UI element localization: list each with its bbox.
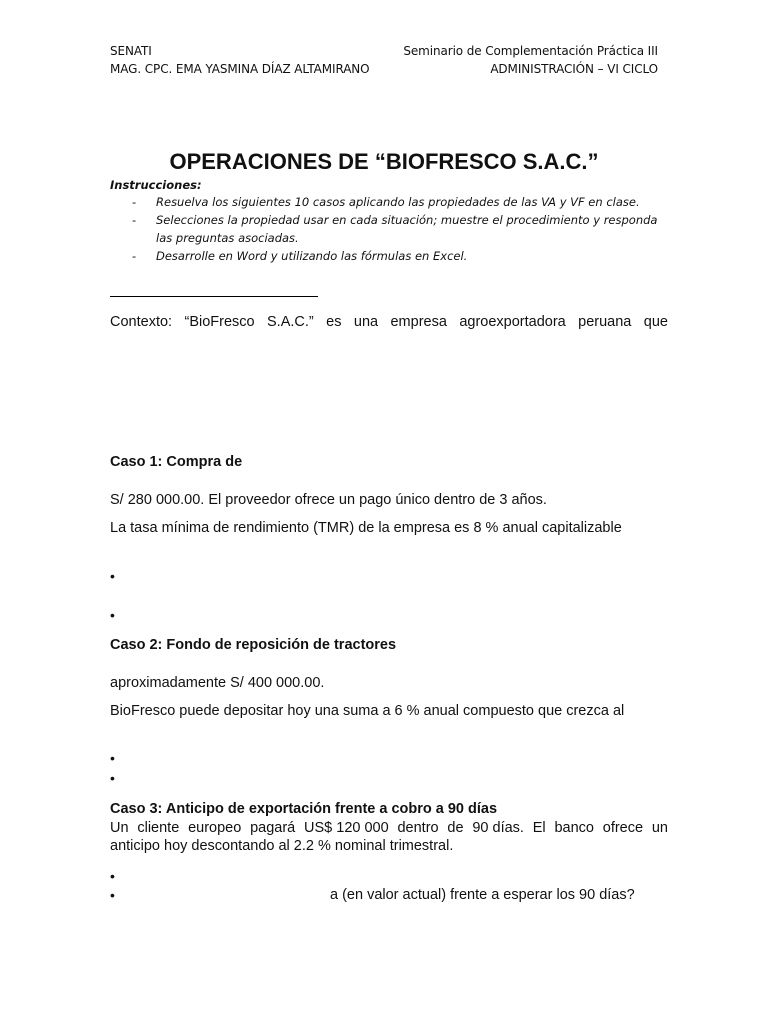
dash-marker: - [132,249,137,263]
caso3-word: El [532,820,546,836]
bullet-marker: • [110,750,115,766]
header-right [403,42,658,78]
bullet-marker: • [110,868,115,884]
instruction-item [110,193,670,211]
context-word: una [353,314,379,330]
header-instructor: MAG. CPC. EMA YASMINA DÍAZ ALTAMIRANO [110,62,370,76]
caso3-line1 [110,819,668,838]
caso3-word: europeo [188,820,242,836]
instruction-item [110,247,670,265]
caso3-word: dentro [397,820,439,836]
caso3-word: ofrece [602,820,644,836]
bullet-marker: • [110,568,115,584]
caso3-word: US$ 120 000 [304,820,389,836]
caso3-word: Un [110,820,129,836]
instructions-heading: Instrucciones: [110,178,202,192]
context-word: que [643,314,668,330]
caso1-line1: S/ 280 000.00. El proveedor ofrece un pago único dentro de 3 años. [110,492,547,508]
bullet-marker: • [110,887,115,903]
context-word: empresa [390,314,447,330]
caso3-bullet2-text: a (en valor actual) frente a esperar los 90 días? [330,887,635,903]
context-word: S.A.C.” [267,314,314,330]
header-left [110,42,370,78]
context-word: agroexportadora [459,314,566,330]
page-title: OPERACIONES DE “BIOFRESCO S.A.C.” [169,149,599,174]
instruction-text: Desarrolle en Word y utilizando las fórmulas en Excel. [156,249,468,263]
context-word: es [326,314,342,330]
instructions-list [110,193,670,265]
bullet-marker: • [110,607,115,623]
caso3-word: 90 días. [472,820,524,836]
horizontal-rule [110,296,318,297]
header-program: ADMINISTRACIÓN – VI CICLO [490,62,658,76]
context-word: “BioFresco [184,314,255,330]
caso3-heading: Caso 3: Anticipo de exportación frente a cobro a 90 días [110,801,498,817]
instruction-text: Selecciones la propiedad usar en cada situación; muestre el procedimiento y responda las preguntas asociadas. [156,213,658,245]
caso2-line2: BioFresco puede depositar hoy una suma a 6 % anual compuesto que crezca al [110,703,625,719]
instruction-text: Resuelva los siguientes 10 casos aplicando las propiedades de las VA y VF en clase. [156,195,640,209]
caso3-line2: anticipo hoy descontando al 2.2 % nominal trimestral. [110,838,454,854]
context-paragraph [110,313,668,332]
caso2-line1: aproximadamente S/ 400 000.00. [110,675,325,691]
caso3-word: banco [554,820,594,836]
header-institution: SENATI [110,44,152,58]
dash-marker: - [132,195,137,209]
caso3-word: de [447,820,464,836]
header-course: Seminario de Complementación Práctica III [403,44,658,58]
caso1-line2: La tasa mínima de rendimiento (TMR) de la empresa es 8 % anual capitalizable [110,520,622,536]
dash-marker: - [132,213,137,227]
context-word: Contexto: [110,314,173,330]
instruction-item [110,211,670,247]
context-word: peruana [578,314,632,330]
caso3-word: pagará [250,820,296,836]
caso1-heading: Caso 1: Compra de [110,454,243,470]
caso3-word: cliente [137,820,180,836]
caso2-heading: Caso 2: Fondo de reposición de tractores [110,637,397,653]
bullet-marker: • [110,770,115,786]
caso3-word: un [651,820,668,836]
